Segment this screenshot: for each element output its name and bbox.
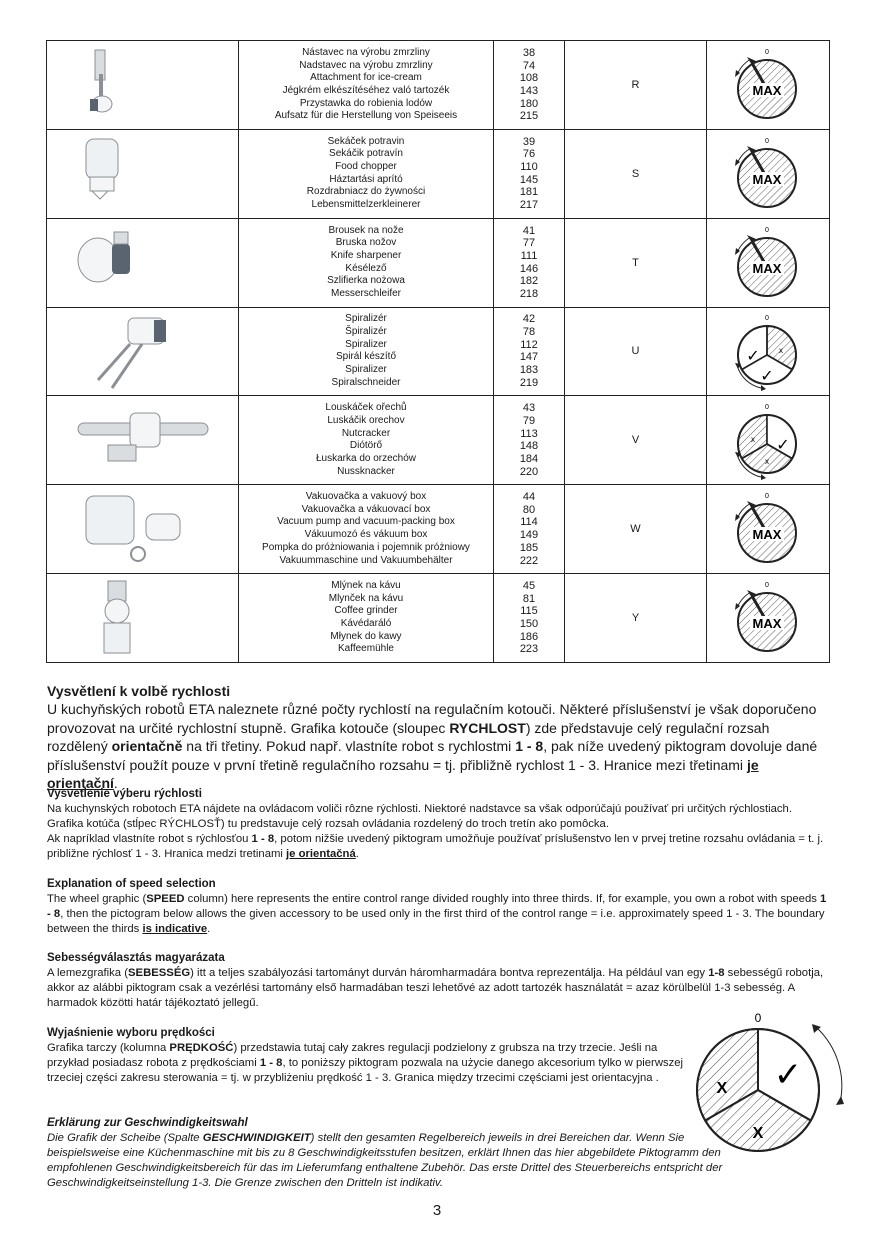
speed-dial: [707, 129, 830, 218]
accessory-code: 219: [519, 376, 539, 389]
table-row: [47, 218, 830, 307]
cz-paragraph: U kuchyňských robotů ETA naleznete různé počty rychlostí na regulačním kotouči. Některé příslušenství je však doporučeno provozovat na určité rychlostní stupně. Grafika kotouče (sloupec RYCHLOST) zde představuje celý regulační rozsah rozdělený orientačně na tři třetiny. Pokud např. vlastníte robot s rychlostmi 1 - 8, pak níže uvedený piktogram dovoluje dané příslušenství použít pouze v první třetině regulačního rozsahu = tj. přibližně rychlost 1 - 3. Hranice mezi třetinami je orientační.: [47, 701, 818, 791]
accessory-code: 111: [520, 249, 538, 262]
accessory-code: 43: [522, 402, 536, 415]
accessory-names: [239, 129, 494, 218]
accessory-image: [47, 485, 239, 574]
check-icon: ✓: [773, 1056, 803, 1094]
speed-dial: [707, 396, 830, 485]
accessory-code: 41: [522, 224, 536, 237]
accessory-name: Jégkrém elkészítéséhez való tartozék: [282, 84, 450, 96]
svg-text:✓: ✓: [746, 348, 760, 366]
speed-letter: S: [565, 129, 707, 218]
accessory-name: Nadstavec na výrobu zmrzliny: [299, 59, 433, 71]
accessory-name: Spiralschneider: [331, 376, 401, 388]
accessory-name: Spiralizér: [345, 313, 387, 325]
hu-paragraph: A lemezgrafika (SEBESSÉG) itt a teljes szabályozási tartományt durván háromharmadára bontva reprezentálja. Ha például van egy 1-8 sebességű robotja, akkor az alábbi piktogram csak a vezérlési tartomány első harmadában teszi lehetővé az adott tartozék használatát = azaz körülbelül 1-3 sebesség. A harmadok közötti határ tájékoztató jellegű.: [47, 967, 824, 1009]
table-row: [47, 396, 830, 485]
speed-dial-icon: [723, 309, 813, 393]
accessory-code: 220: [519, 465, 539, 478]
table-row: [47, 574, 830, 663]
accessory-code: 76: [522, 148, 536, 161]
svg-text:✓: ✓: [776, 437, 790, 455]
accessory-code: 78: [522, 326, 536, 339]
accessory-name: Łuskarka do orzechów: [315, 453, 417, 464]
accessory-name: Food chopper: [335, 161, 397, 173]
cross-icon: X: [716, 1080, 728, 1097]
accessory-name: Młynek do kawy: [330, 630, 402, 642]
accessory-name: Messerschleifer: [330, 288, 402, 300]
accessory-code: 42: [522, 313, 536, 326]
accessory-name: Vakuummaschine und Vakuumbehälter: [279, 554, 453, 566]
accessory-name: Coffee grinder: [334, 605, 398, 617]
de-paragraph: Die Grafik der Scheibe (Spalte GESCHWINDIGKEIT) stellt den gesamten Regelbereich jeweils in drei Bereichen dar. Wenn Sie beispielsweise eine Küchenmaschine mit bis zu 8 Geschwindigkeitsstufen besitzen, erklärt Ihnen das hier abgebildete Piktogramm den empfohlenen Geschwindigkeitsbereich für das im Lieferumfang enthaltene Zubehör. Das erste Drittel des Steuerbereichs entspricht der Geschwindigkeitseinstellung 1-3. Die Grenze zwischen den Dritteln ist indikativ.: [47, 1132, 723, 1189]
speed-dial-icon: [723, 43, 813, 127]
accessory-code: 182: [519, 275, 539, 288]
accessory-codes: [494, 307, 565, 396]
accessory-code: 77: [522, 237, 536, 250]
de-heading: Erklärung zur Geschwindigkeitswahl: [47, 1117, 248, 1129]
accessory-image: [47, 574, 239, 663]
accessory-table: [46, 40, 830, 663]
accessory-code: 108: [519, 72, 539, 85]
accessory-code: 217: [519, 199, 539, 212]
accessory-code: 81: [522, 592, 536, 605]
speed-dial: [707, 307, 830, 396]
accessory-name: Mlynček na kávu: [328, 592, 404, 604]
accessory-code: 150: [519, 617, 539, 630]
speed-dial: [707, 218, 830, 307]
accessory-name: Nussknacker: [337, 465, 395, 477]
accessory-code: 185: [519, 541, 539, 554]
accessory-name: Késélező: [345, 262, 387, 274]
accessory-image: [47, 41, 239, 130]
accessory-name: Kaffeemühle: [338, 643, 394, 655]
accessory-code: 80: [522, 503, 536, 516]
accessory-code: 146: [519, 262, 539, 275]
accessory-code: 147: [519, 351, 539, 364]
speed-letter: V: [565, 396, 707, 485]
speed-letter: U: [565, 307, 707, 396]
accessory-name: Aufsatz für die Herstellung von Speiseeis: [274, 110, 458, 122]
vacuum-pump-icon: [68, 488, 218, 570]
accessory-name: Kávédaráló: [340, 617, 392, 629]
accessory-name: Sekáčik potravín: [329, 148, 403, 160]
svg-text:MAX: MAX: [752, 171, 782, 187]
accessory-name: Špiralizér: [345, 326, 387, 338]
accessory-code: 113: [520, 427, 538, 440]
accessory-name: Mlýnek na kávu: [331, 579, 401, 591]
accessory-name: Nástavec na výrobu zmrzliny: [302, 46, 430, 58]
speed-dial: [707, 485, 830, 574]
svg-text:x: x: [779, 346, 783, 356]
accessory-name: Rozdrabniacz do żywności: [306, 186, 426, 198]
accessory-names: [239, 396, 494, 485]
svg-text:MAX: MAX: [752, 260, 782, 276]
en-paragraph: The wheel graphic (SPEED column) here represents the entire control range divided roughly into three thirds. If, for example, you own a robot with speeds 1 - 8, then the pictogram below allows the given accessory to be used only in the first third of the control range = i.e. approximately speed 1 - 3. The boundary between the thirds is indicative.: [47, 893, 827, 935]
accessory-code: 149: [519, 529, 539, 542]
accessory-code: 39: [522, 135, 536, 148]
svg-text:0: 0: [765, 493, 769, 501]
svg-text:0: 0: [765, 137, 769, 145]
speed-dial: [707, 574, 830, 663]
accessory-codes: [494, 218, 565, 307]
accessory-names: [239, 485, 494, 574]
accessory-name: Lebensmittelzerkleinerer: [311, 199, 421, 211]
accessory-code: 115: [520, 605, 538, 618]
svg-text:MAX: MAX: [752, 82, 782, 98]
nutcracker-icon: [68, 399, 218, 481]
table-row: [47, 129, 830, 218]
accessory-code: 184: [519, 453, 539, 465]
accessory-code: 145: [519, 173, 539, 186]
accessory-name: Nutcracker: [341, 427, 391, 439]
accessory-name: Spiralizer: [345, 364, 387, 376]
accessory-codes: [494, 396, 565, 485]
accessory-name: Diótörő: [349, 440, 383, 452]
accessory-name: Pompka do próżniowania i pojemnik próżniowy: [262, 541, 470, 553]
accessory-code: 110: [520, 161, 538, 174]
accessory-image: [47, 396, 239, 485]
knife-sharpener-icon: [68, 222, 218, 304]
speed-dial-icon: [723, 398, 813, 482]
accessory-name: Sekáček potravin: [327, 135, 405, 147]
accessory-image: [47, 218, 239, 307]
speed-letter: R: [565, 41, 707, 130]
accessory-code: 222: [519, 554, 539, 567]
rotation-arrow-icon: [817, 1028, 842, 1103]
table-row: [47, 307, 830, 396]
hu-heading: Sebességválasztás magyarázata: [47, 952, 225, 964]
accessory-code: 186: [519, 630, 539, 643]
accessory-image: [47, 129, 239, 218]
accessory-codes: [494, 41, 565, 130]
spiralizer-icon: [68, 310, 218, 392]
svg-text:0: 0: [765, 315, 769, 323]
speed-dial-diagram: [690, 1008, 860, 1173]
accessory-code: 45: [522, 579, 536, 592]
accessory-name: Spirál készítő: [335, 351, 397, 363]
accessory-codes: [494, 485, 565, 574]
accessory-code: 181: [519, 186, 539, 199]
accessory-code: 79: [522, 414, 536, 427]
pl-heading: Wyjaśnienie wyboru prędkości: [47, 1027, 215, 1039]
accessory-codes: [494, 129, 565, 218]
svg-text:0: 0: [765, 581, 769, 589]
accessory-name: Luskáčik orechov: [327, 414, 405, 426]
accessory-code: 223: [519, 643, 539, 656]
sk-paragraph: Na kuchynských robotoch ETA nájdete na ovládacom voliči rôzne rýchlosti. Niektoré nadstavce sa však odporúčajú používať pri určitých rýchlostiach. Grafika kotúča (stĺpec RÝCHLOSŤ) tu predstavuje celý rozsah ovládania rozdelený do troch tretín ako pomôcka. Ak napríklad vlastníte robot s rýchlosťou 1 - 8, potom nižšie uvedený piktogram umožňuje používať príslušenstvo len v prvej tretine rozsahu ovládania = t. j. približne rýchlosť 1 - 3. Hranica medzi tretinami je orientačná.: [47, 803, 824, 860]
accessory-code: 114: [520, 516, 538, 529]
speed-dial: [707, 41, 830, 130]
cross-icon: X: [752, 1125, 764, 1142]
svg-text:0: 0: [765, 404, 769, 412]
coffee-grinder-icon: [68, 577, 218, 659]
accessory-name: Spiralizer: [345, 338, 387, 350]
sk-heading: Vysvetlenie výberu rýchlosti: [47, 788, 202, 800]
speed-letter: W: [565, 485, 707, 574]
accessory-name: Vakuovačka a vakuový box: [305, 491, 427, 503]
accessory-name: Attachment for ice-cream: [310, 72, 422, 84]
speed-letter: Y: [565, 574, 707, 663]
accessory-names: [239, 41, 494, 130]
dial-zero-label: 0: [754, 1011, 762, 1025]
table-row: [47, 485, 830, 574]
accessory-name: Vacuum pump and vacuum-packing box: [277, 516, 455, 528]
svg-text:0: 0: [765, 226, 769, 234]
speed-dial-icon: [723, 132, 813, 216]
accessory-names: [239, 307, 494, 396]
speed-dial-icon: [723, 576, 813, 660]
accessory-codes: [494, 574, 565, 663]
speed-dial-icon: [723, 221, 813, 305]
accessory-code: 218: [519, 288, 539, 301]
accessory-name: Szlifierka nożowa: [327, 275, 405, 287]
accessory-name: Háztartási aprító: [329, 173, 403, 185]
svg-text:x: x: [765, 457, 769, 467]
accessory-code: 183: [519, 364, 539, 377]
accessory-name: Louskáček ořechů: [325, 402, 407, 414]
accessory-name: Przystawka do robienia lodów: [299, 97, 433, 109]
accessory-image: [47, 307, 239, 396]
page-number: 3: [432, 1202, 442, 1219]
svg-text:MAX: MAX: [752, 615, 782, 631]
accessory-name: Knife sharpener: [330, 249, 402, 261]
speed-dial-icon: [723, 487, 813, 571]
accessory-code: 74: [522, 59, 536, 72]
accessory-code: 143: [519, 84, 539, 97]
accessory-name: Vakuovačka a vákuovací box: [301, 503, 431, 515]
accessory-name: Bruska nožov: [335, 237, 397, 249]
svg-text:0: 0: [765, 48, 769, 56]
accessory-code: 112: [520, 338, 538, 351]
accessory-code: 148: [519, 440, 539, 453]
en-heading: Explanation of speed selection: [47, 878, 216, 890]
cz-heading: Vysvětlení k volbě rychlosti: [47, 683, 231, 699]
accessory-code: 215: [519, 110, 539, 123]
svg-text:✓: ✓: [760, 368, 774, 386]
pl-paragraph: Grafika tarczy (kolumna PRĘDKOŚĆ) przedstawia tutaj cały zakres regulacji podzielony z grubsza na trzy trzecie. Jeśli na przykład posiadasz robota z prędkościami 1 - 8, to poniższy piktogram pozwala na użycie danego akcesorium tylko w pierwszej trzeciej części zakresu sterowania = tj. w przybliżeniu prędkość 1 - 3. Granica między trzecimi częściami jest orientacyjna .: [47, 1042, 684, 1084]
accessory-code: 38: [522, 46, 536, 59]
accessory-name: Brousek na nože: [328, 224, 404, 236]
svg-text:MAX: MAX: [752, 527, 782, 543]
accessory-code: 180: [519, 97, 539, 110]
food-chopper-icon: [68, 133, 218, 215]
table-row: [47, 41, 830, 130]
accessory-code: 44: [522, 491, 536, 504]
accessory-names: [239, 574, 494, 663]
accessory-names: [239, 218, 494, 307]
svg-text:x: x: [751, 435, 755, 445]
speed-letter: T: [565, 218, 707, 307]
accessory-name: Vákuumozó és vákuum box: [304, 529, 428, 541]
ice-cream-attachment-icon: [68, 44, 218, 126]
